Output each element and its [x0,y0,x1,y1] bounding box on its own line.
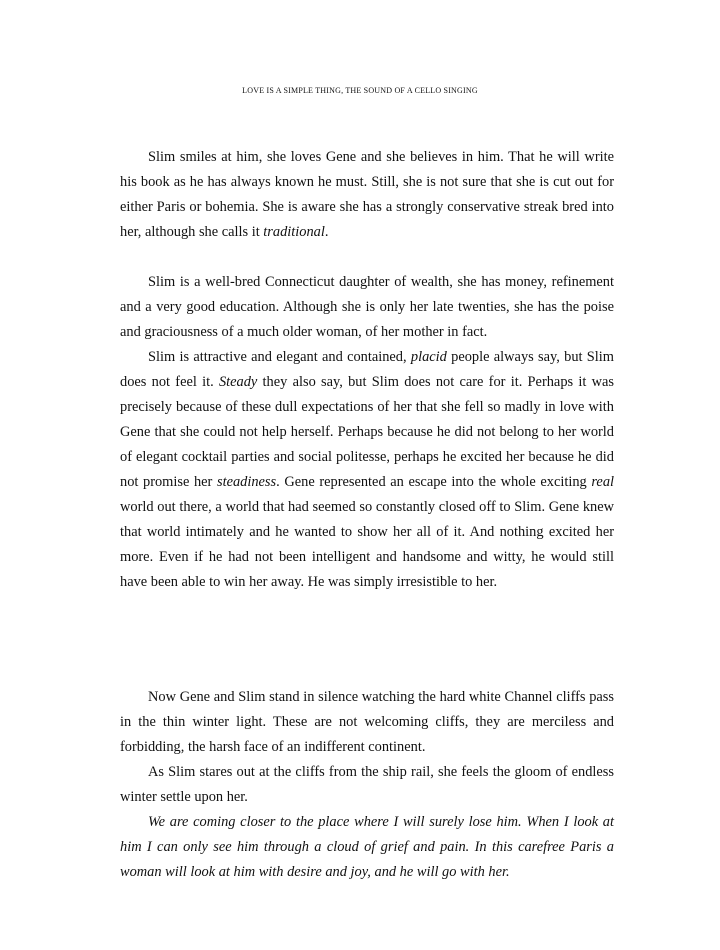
paragraph [120,345,614,595]
body-text [120,145,614,885]
paragraph-text: they also say, but Slim does not care for it. Perhaps it was precisely because of these dull expectations of her that she fell so madly in love with Gene that she could not help herself. Perhaps because he did not belong to her world of elegant cocktail parties and social politesse, perhaps he excited her because he did not promise her [120,374,614,490]
paragraph-text: Now Gene and Slim stand in silence watching the hard white Channel cliffs pass in the thin winter light. These are not welcoming cliffs, they are merciless and forbidding, the harsh face of an indifferent continent. [120,689,614,755]
paragraph-text: . Gene represented an escape into the whole exciting [276,474,592,490]
paragraph [120,760,614,810]
paragraph-text: Slim is attractive and elegant and contained, [148,349,411,365]
paragraph-gap [120,245,614,270]
paragraph [120,270,614,345]
section-break [120,595,614,685]
paragraph-text: world out there, a world that had seemed so constantly closed off to Slim. Gene knew that world intimately and he wanted to show her all of it. And nothing excited her more. Even if he had not been intelligent and handsome and witty, he would still have been able to win her away. He was simply irresistible to her. [120,499,614,590]
paragraph-text: Slim smiles at him, she loves Gene and she believes in him. That he will write his book as he has always known he must. Still, she is not sure that she is cut out for either Paris or bohemia. She is aware she has a strongly conservative streak bred into her, although she calls it [120,149,614,240]
paragraph [120,145,614,245]
italic-paragraph [120,810,614,885]
emphasis-text: steadiness [216,474,277,490]
paragraph-text: Slim is a well-bred Connecticut daughter of wealth, she has money, refinement and a very good education. Although she is only her late twenties, she has the poise and graciousness of a much older woman, of her mother in fact. [120,274,614,340]
emphasis-text: real [591,474,615,490]
paragraph-text: As Slim stares out at the cliffs from the ship rail, she feels the gloom of endless winter settle upon her. [120,764,614,805]
emphasis-text: Steady [218,374,258,390]
running-header: LOVE IS A SIMPLE THING, THE SOUND OF A CELLO SINGING [242,86,478,95]
paragraph-text: We are coming closer to the place where I will surely lose him. When I look at him I can only see him through a cloud of grief and pain. In this carefree Paris a woman will look at him with desire and joy, and he will go with her. [120,814,614,880]
paragraph [120,685,614,760]
paragraph-text: . [324,224,329,240]
emphasis-text: traditional [263,224,325,240]
emphasis-text: placid [410,349,447,365]
paragraph-text: people always say, but Slim does not feel it. [120,349,614,390]
